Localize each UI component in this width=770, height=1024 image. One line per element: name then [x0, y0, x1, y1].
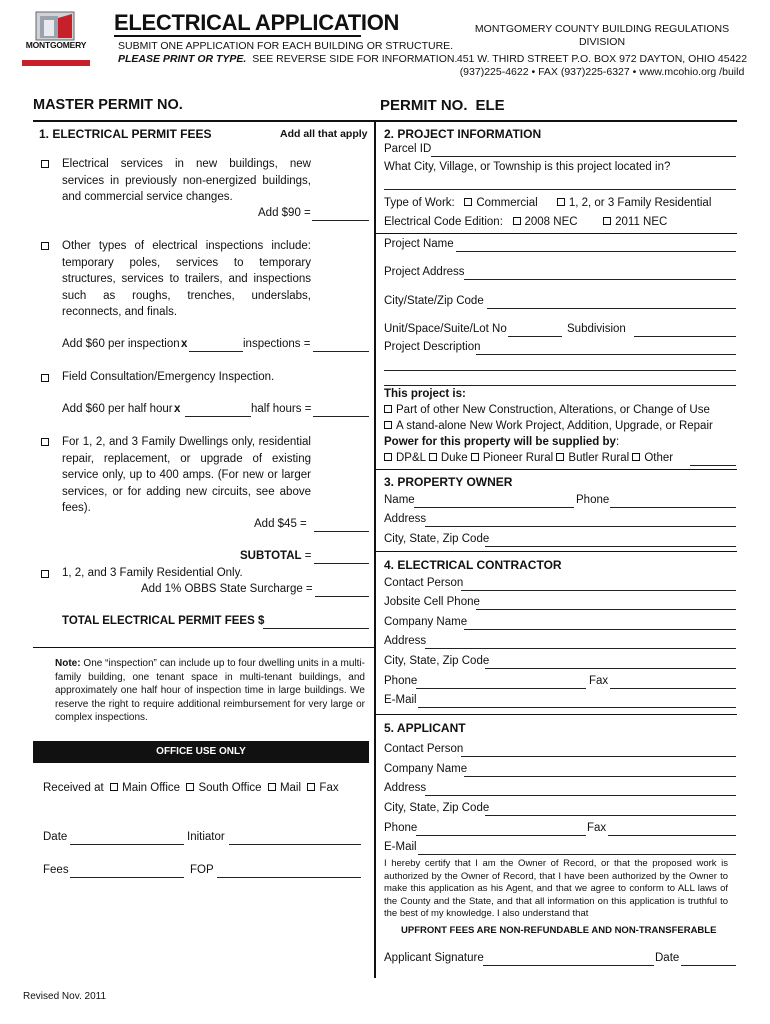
owner-city-label: City, State, Zip Code	[384, 533, 490, 545]
checkbox-fax[interactable]	[307, 783, 315, 791]
checkbox-dpl[interactable]	[384, 453, 392, 461]
office-fees-label: Fees	[43, 864, 69, 876]
office-date-line[interactable]	[70, 844, 184, 845]
project-heading: 2. PROJECT INFORMATION	[384, 127, 542, 141]
project-name-line[interactable]	[456, 251, 736, 252]
note-label: Note:	[55, 658, 81, 669]
applicant-contact-line[interactable]	[461, 756, 736, 757]
print-instruction-rest: SEE REVERSE SIDE FOR INFORMATION.	[252, 53, 458, 65]
total-label: TOTAL ELECTRICAL PERMIT FEES $	[62, 615, 265, 627]
checkbox-other[interactable]	[632, 453, 640, 461]
checkbox-standalone[interactable]	[384, 421, 392, 429]
contractor-contact-label: Contact Person	[384, 577, 464, 589]
project-city-label: City/State/Zip Code	[384, 295, 484, 307]
org-contact: (937)225-4622 • FAX (937)225-6327 • www.mcohio.org /build	[459, 66, 745, 78]
subdivision-line[interactable]	[634, 336, 736, 337]
power-label: Power for this property will be supplied by	[384, 436, 616, 448]
note-block	[55, 657, 365, 725]
office-fop-line[interactable]	[217, 877, 361, 878]
duke-label: Duke	[440, 452, 468, 464]
part-of-row	[384, 404, 710, 416]
city-question: What City, Village, or Township is this project located in?	[384, 161, 671, 173]
contractor-cell-line[interactable]	[476, 609, 736, 610]
contractor-city-line[interactable]	[485, 668, 736, 669]
other-line[interactable]	[690, 465, 736, 466]
description-line-3[interactable]	[384, 385, 736, 386]
power-row	[384, 436, 619, 448]
owner-address-label: Address	[384, 513, 427, 525]
applicant-company-line[interactable]	[464, 776, 736, 777]
owner-name-line[interactable]	[414, 507, 574, 508]
contractor-phone-label: Phone	[384, 675, 418, 687]
print-instruction-bold: PLEASE PRINT OR TYPE.	[118, 53, 247, 65]
this-project-label: This project is:	[384, 388, 466, 400]
signature-date-line[interactable]	[681, 965, 736, 966]
butler-label: Butler Rural	[568, 452, 630, 464]
applicant-email-line[interactable]	[418, 854, 736, 855]
submit-instruction: SUBMIT ONE APPLICATION FOR EACH BUILDING OR STRUCTURE.	[118, 40, 454, 52]
org-block	[452, 23, 752, 79]
main-office-label: Main Office	[122, 782, 181, 794]
project-name-label: Project Name	[384, 238, 454, 250]
item2-count-line[interactable]	[189, 351, 243, 352]
code-row	[384, 216, 667, 228]
description-label: Project Description	[384, 341, 481, 353]
applicant-contact-label: Contact Person	[384, 743, 464, 755]
applicant-company-label: Company Name	[384, 763, 468, 775]
parcel-line[interactable]	[431, 156, 736, 157]
contractor-fax-label: Fax	[589, 675, 609, 687]
office-fop-label: FOP	[190, 864, 214, 876]
master-permit-label: MASTER PERMIT NO.	[33, 97, 183, 113]
received-row	[43, 782, 339, 794]
item2-add-b: inspections =	[243, 338, 311, 350]
item3-add-a: Add $60 per half hour	[62, 403, 173, 415]
item5-add: Add 1% OBBS State Surcharge =	[141, 583, 313, 595]
contractor-fax-line[interactable]	[610, 688, 736, 689]
note-top-rule	[33, 647, 375, 648]
contractor-phone-line[interactable]	[416, 688, 586, 689]
note-text: One “inspection” can include up to four dwelling units in a multi-family building, one tenant space in multi-tenant buildings, and approximately one half hour of inspection time in large buildings. We reserve the right to require additional reimbursement for very large or complex inspections.	[55, 658, 365, 723]
applicant-address-line[interactable]	[425, 795, 736, 796]
power-colon: :	[615, 436, 620, 448]
permit-label: PERMIT NO.	[380, 97, 468, 114]
applicant-address-label: Address	[384, 782, 427, 794]
subdivision-label: Subdivision	[567, 323, 626, 335]
unit-line[interactable]	[508, 336, 562, 337]
item3-text: Field Consultation/Emergency Inspection.	[62, 371, 275, 383]
title-underline	[114, 35, 361, 37]
checkbox-new-services[interactable]	[41, 160, 49, 168]
checkbox-residential-repair[interactable]	[41, 438, 49, 446]
print-instruction	[118, 53, 457, 65]
signature-line[interactable]	[483, 965, 654, 966]
contractor-divider	[375, 551, 737, 552]
logo-text: MONTGOMERY	[25, 40, 87, 50]
contractor-company-line[interactable]	[464, 629, 736, 630]
applicant-phone-label: Phone	[384, 822, 418, 834]
revised-footer: Revised Nov. 2011	[23, 991, 107, 1002]
city-line[interactable]	[384, 189, 736, 190]
item1-amount-line[interactable]	[312, 220, 369, 221]
org-address: 451 W. THIRD STREET P.O. BOX 972 DAYTON, OHIO 45422	[456, 53, 748, 65]
project-divider	[375, 233, 737, 234]
project-city-line[interactable]	[487, 308, 736, 309]
signature-label: Applicant Signature	[384, 952, 484, 964]
logo-red-bar	[22, 60, 90, 66]
unit-label: Unit/Space/Suite/Lot No	[384, 323, 507, 335]
item3-add-b: half hours =	[251, 403, 312, 415]
contractor-email-label: E-Mail	[384, 694, 417, 706]
nec2011-label: 2011 NEC	[615, 216, 668, 228]
checkbox-south-office[interactable]	[186, 783, 194, 791]
item3-amount-line[interactable]	[313, 416, 369, 417]
mail-label: Mail	[279, 782, 302, 794]
subtotal-line[interactable]	[314, 563, 369, 564]
checkbox-surcharge[interactable]	[41, 570, 49, 578]
signature-date-label: Date	[655, 952, 680, 964]
checkbox-main-office[interactable]	[110, 783, 118, 791]
item2-amount-line[interactable]	[313, 351, 369, 352]
office-use-bar: OFFICE USE ONLY	[33, 741, 369, 763]
checkbox-residential[interactable]	[557, 198, 565, 206]
contractor-email-line[interactable]	[418, 707, 736, 708]
standalone-row	[384, 420, 713, 432]
fees-heading: 1. ELECTRICAL PERMIT FEES	[39, 127, 212, 141]
contractor-address-line[interactable]	[425, 648, 736, 649]
owner-name-label: Name	[384, 494, 415, 506]
standalone-label: A stand-alone New Work Project, Addition, Upgrade, or Repair	[396, 420, 713, 432]
contractor-contact-line[interactable]	[461, 590, 736, 591]
dpl-label: DP&L	[396, 452, 426, 464]
owner-heading: 3. PROPERTY OWNER	[384, 475, 513, 489]
contractor-address-label: Address	[384, 635, 427, 647]
item4-text: For 1, 2, and 3 Family Dwellings only, residential repair, replacement, or upgrade of existing service only, up to 400 amps. (For new or larger services, or for adding new circuits, see above fees).	[62, 436, 311, 514]
residential-label: 1, 2, or 3 Family Residential	[568, 197, 712, 209]
office-initiator-label: Initiator	[187, 831, 225, 843]
contractor-cell-label: Jobsite Cell Phone	[384, 596, 480, 608]
subtotal-row	[240, 550, 311, 562]
checkbox-2008-nec[interactable]	[513, 217, 521, 225]
applicant-divider	[375, 714, 737, 715]
top-rule	[33, 120, 737, 122]
checkbox-part-of[interactable]	[384, 405, 392, 413]
checkbox-mail[interactable]	[268, 783, 276, 791]
form-title: ELECTRICAL APPLICATION	[114, 10, 400, 35]
south-office-label: South Office	[198, 782, 262, 794]
project-address-line[interactable]	[464, 279, 736, 280]
part-of-label: Part of other New Construction, Alterations, or Change of Use	[396, 404, 710, 416]
certification-text: I hereby certify that I am the Owner of Record, or that the proposed work is authorized by the Owner of Record, that I have been authorized by the Owner to make this application as his Agent, and that we agree to conform to ALL laws of the County and the State, and that all information on this application is truthful to the best of my knowledge. I also understand that	[384, 858, 728, 919]
item2-text: Other types of electrical inspections include: temporary poles, services to temporary structures, services to trailers, and inspections such as roughs, trenches, underslabs, reconnects, and finals.	[62, 240, 311, 318]
owner-phone-line[interactable]	[610, 507, 736, 508]
checkbox-field-consult[interactable]	[41, 374, 49, 382]
applicant-city-label: City, State, Zip Code	[384, 802, 490, 814]
fax-label: Fax	[319, 782, 339, 794]
received-at-label: Received at	[43, 782, 104, 794]
permit-label-wrap	[380, 97, 505, 114]
description-line-1[interactable]	[476, 354, 736, 355]
owner-city-line[interactable]	[485, 546, 736, 547]
applicant-email-label: E-Mail	[384, 841, 417, 853]
surcharge-line[interactable]	[315, 596, 369, 597]
commercial-label: Commercial	[476, 197, 538, 209]
center-divider	[374, 120, 376, 978]
parcel-label: Parcel ID	[384, 143, 432, 155]
applicant-city-line[interactable]	[485, 815, 736, 816]
applicant-fax-label: Fax	[587, 822, 607, 834]
office-fees-line[interactable]	[70, 877, 184, 878]
supplier-row	[384, 452, 673, 464]
permit-prefix: ELE	[475, 97, 505, 114]
office-initiator-line[interactable]	[229, 844, 361, 845]
type-row	[384, 197, 711, 209]
applicant-phone-line[interactable]	[416, 835, 586, 836]
item1-text: Electrical services in new buildings, new services in previously non-energized buildings, and commercial service changes.	[62, 158, 311, 203]
add-all-label: Add all that apply	[280, 128, 368, 140]
item3-count-line[interactable]	[185, 416, 251, 417]
item5-text: 1, 2, and 3 Family Residential Only.	[62, 567, 243, 579]
subtotal-label: SUBTOTAL	[240, 550, 302, 562]
contractor-city-label: City, State, Zip Code	[384, 655, 490, 667]
item2-x: x	[181, 338, 188, 350]
checkbox-pioneer[interactable]	[471, 453, 479, 461]
pioneer-label: Pioneer Rural	[482, 452, 554, 464]
checkbox-2011-nec[interactable]	[603, 217, 611, 225]
subtotal-eq: =	[304, 550, 312, 562]
checkbox-butler[interactable]	[556, 453, 564, 461]
checkbox-other-inspections[interactable]	[41, 242, 49, 250]
project-address-label: Project Address	[384, 266, 465, 278]
contractor-heading: 4. ELECTRICAL CONTRACTOR	[384, 558, 562, 572]
nec2008-label: 2008 NEC	[524, 216, 578, 228]
owner-divider	[375, 469, 737, 470]
item3-x: x	[174, 403, 181, 415]
item4-add: Add $45 =	[254, 518, 307, 530]
total-line[interactable]	[263, 628, 369, 629]
type-of-work-label: Type of Work:	[384, 197, 455, 209]
owner-address-line[interactable]	[425, 526, 736, 527]
item4-amount-line[interactable]	[314, 531, 369, 532]
upfront-fees-notice: UPFRONT FEES ARE NON-REFUNDABLE AND NON-TRANSFERABLE	[401, 925, 717, 936]
checkbox-duke[interactable]	[429, 453, 437, 461]
office-date-label: Date	[43, 831, 68, 843]
org-name: MONTGOMERY COUNTY BUILDING REGULATIONS DIVISION	[474, 23, 730, 48]
code-edition-label: Electrical Code Edition:	[384, 216, 503, 228]
other-label: Other	[644, 452, 674, 464]
owner-phone-label: Phone	[576, 494, 610, 506]
applicant-heading: 5. APPLICANT	[384, 721, 466, 735]
item1-add: Add $90 =	[258, 207, 311, 219]
description-line-2[interactable]	[384, 370, 736, 371]
item2-add-a: Add $60 per inspection	[62, 338, 180, 350]
contractor-company-label: Company Name	[384, 616, 468, 628]
checkbox-commercial[interactable]	[464, 198, 472, 206]
applicant-fax-line[interactable]	[608, 835, 736, 836]
